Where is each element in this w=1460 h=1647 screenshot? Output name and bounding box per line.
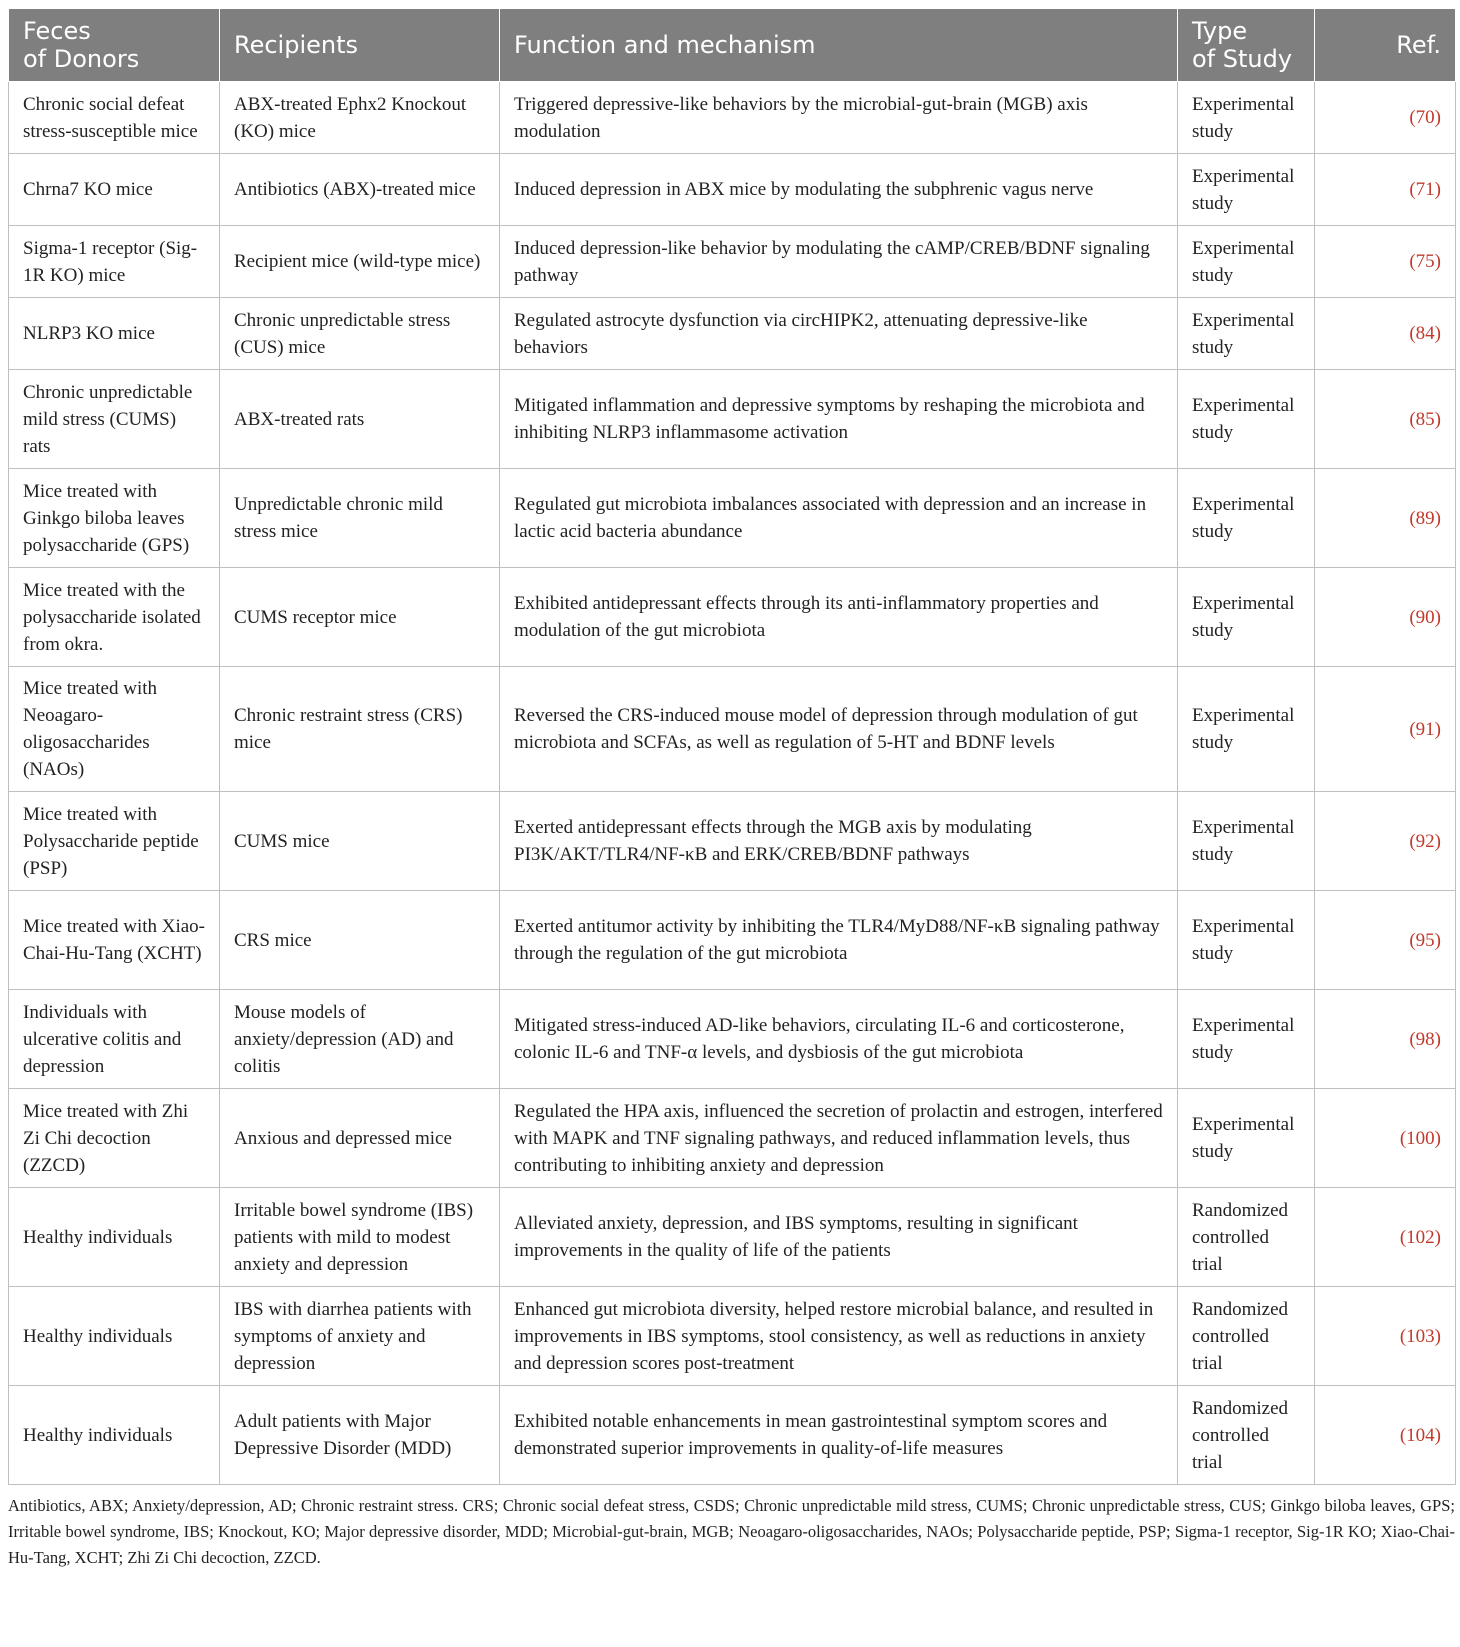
- table-row: [9, 1386, 1456, 1485]
- cell-type: Experimental study: [1178, 370, 1315, 469]
- cell-function: Regulated the HPA axis, influenced the secretion of prolactin and estrogen, interfered with MAPK and TNF signaling pathways, and reduced inflammation levels, thus contributing to inhibiting anxiety and depression: [500, 1089, 1178, 1188]
- cell-function: Exerted antidepressant effects through the MGB axis by modulating PI3K/AKT/TLR4/NF-κB and ERK/CREB/BDNF pathways: [500, 792, 1178, 891]
- cell-donor: Healthy individuals: [9, 1386, 220, 1485]
- cell-type: Randomized controlled trial: [1178, 1386, 1315, 1485]
- cell-type: Experimental study: [1178, 82, 1315, 154]
- header-type: [1178, 9, 1315, 82]
- table-row: [9, 298, 1456, 370]
- cell-function: Induced depression in ABX mice by modulating the subphrenic vagus nerve: [500, 154, 1178, 226]
- cell-ref-link[interactable]: (71): [1315, 154, 1456, 226]
- cell-function: Regulated gut microbiota imbalances associated with depression and an increase in lactic acid bacteria abundance: [500, 469, 1178, 568]
- cell-ref-link[interactable]: (102): [1315, 1188, 1456, 1287]
- cell-function: Exhibited antidepressant effects through its anti-inflammatory properties and modulation of the gut microbiota: [500, 568, 1178, 667]
- cell-recipient: CUMS receptor mice: [220, 568, 500, 667]
- cell-recipient: Mouse models of anxiety/depression (AD) and colitis: [220, 990, 500, 1089]
- cell-type: Experimental study: [1178, 226, 1315, 298]
- table-row: [9, 82, 1456, 154]
- cell-function: Mitigated inflammation and depressive symptoms by reshaping the microbiota and inhibiting NLRP3 inflammasome activation: [500, 370, 1178, 469]
- cell-function: Induced depression-like behavior by modulating the cAMP/CREB/BDNF signaling pathway: [500, 226, 1178, 298]
- table-row: [9, 1089, 1456, 1188]
- cell-recipient: Unpredictable chronic mild stress mice: [220, 469, 500, 568]
- cell-type: Experimental study: [1178, 990, 1315, 1089]
- cell-donor: Chrna7 KO mice: [9, 154, 220, 226]
- cell-ref-link[interactable]: (70): [1315, 82, 1456, 154]
- cell-recipient: Anxious and depressed mice: [220, 1089, 500, 1188]
- cell-type: Experimental study: [1178, 154, 1315, 226]
- cell-donor: NLRP3 KO mice: [9, 298, 220, 370]
- cell-function: Regulated astrocyte dysfunction via circHIPK2, attenuating depressive-like behaviors: [500, 298, 1178, 370]
- cell-function: Exhibited notable enhancements in mean gastrointestinal symptom scores and demonstrated superior improvements in quality-of-life measures: [500, 1386, 1178, 1485]
- cell-type: Randomized controlled trial: [1178, 1188, 1315, 1287]
- cell-type: Randomized controlled trial: [1178, 1287, 1315, 1386]
- table-row: [9, 568, 1456, 667]
- header-type-line2: of Study: [1192, 45, 1293, 73]
- cell-ref-link[interactable]: (104): [1315, 1386, 1456, 1485]
- cell-recipient: ABX-treated Ephx2 Knockout (KO) mice: [220, 82, 500, 154]
- cell-function: Reversed the CRS-induced mouse model of depression through modulation of gut microbiota and SCFAs, as well as regulation of 5-HT and BDNF levels: [500, 667, 1178, 792]
- cell-ref-link[interactable]: (90): [1315, 568, 1456, 667]
- cell-ref-link[interactable]: (85): [1315, 370, 1456, 469]
- cell-type: Experimental study: [1178, 568, 1315, 667]
- table-row: [9, 469, 1456, 568]
- cell-donor: Mice treated with Polysaccharide peptide (PSP): [9, 792, 220, 891]
- cell-function: Mitigated stress-induced AD-like behaviors, circulating IL-6 and corticosterone, colonic IL-6 and TNF-α levels, and dysbiosis of the gut microbiota: [500, 990, 1178, 1089]
- table-row: [9, 1287, 1456, 1386]
- header-recipients: Recipients: [220, 9, 500, 82]
- cell-function: Alleviated anxiety, depression, and IBS symptoms, resulting in significant improvements in the quality of life of the patients: [500, 1188, 1178, 1287]
- cell-type: Experimental study: [1178, 298, 1315, 370]
- header-function: Function and mechanism: [500, 9, 1178, 82]
- cell-recipient: Adult patients with Major Depressive Disorder (MDD): [220, 1386, 500, 1485]
- header-type-line1: Type: [1192, 17, 1248, 45]
- cell-donor: Mice treated with Neoagaro-oligosaccharides (NAOs): [9, 667, 220, 792]
- cell-recipient: Chronic unpredictable stress (CUS) mice: [220, 298, 500, 370]
- table-footnote: Antibiotics, ABX; Anxiety/depression, AD; Chronic restraint stress. CRS; Chronic social defeat stress, CSDS; Chronic unpredictable mild stress, CUMS; Chronic unpredictable stress, CUS; Ginkgo biloba leaves, GPS; Irritable bowel syndrome, IBS; Knockout, KO; Major depressive disorder, MDD; Microbial-gut-brain, MGB; Neoagaro-oligosaccharides, NAOs; Polysaccharide peptide, PSP; Sigma-1 receptor, Sig-1R KO; Xiao-Chai-Hu-Tang, XCHT; Zhi Zi Chi decoction, ZZCD.: [8, 1496, 1455, 1567]
- cell-recipient: CUMS mice: [220, 792, 500, 891]
- cell-ref-link[interactable]: (89): [1315, 469, 1456, 568]
- header-donors-line1: Feces: [23, 17, 91, 45]
- cell-donor: Sigma-1 receptor (Sig-1R KO) mice: [9, 226, 220, 298]
- cell-recipient: Antibiotics (ABX)-treated mice: [220, 154, 500, 226]
- cell-function: Exerted antitumor activity by inhibiting the TLR4/MyD88/NF-κB signaling pathway through the regulation of the gut microbiota: [500, 891, 1178, 990]
- cell-recipient: IBS with diarrhea patients with symptoms of anxiety and depression: [220, 1287, 500, 1386]
- cell-ref-link[interactable]: (98): [1315, 990, 1456, 1089]
- cell-donor: Chronic unpredictable mild stress (CUMS) rats: [9, 370, 220, 469]
- cell-ref-link[interactable]: (91): [1315, 667, 1456, 792]
- header-donors: [9, 9, 220, 82]
- cell-recipient: ABX-treated rats: [220, 370, 500, 469]
- data-table: [8, 8, 1456, 1485]
- table-row: [9, 226, 1456, 298]
- cell-ref-link[interactable]: (75): [1315, 226, 1456, 298]
- header-ref: Ref.: [1315, 9, 1456, 82]
- cell-function: Triggered depressive-like behaviors by the microbial-gut-brain (MGB) axis modulation: [500, 82, 1178, 154]
- cell-donor: Mice treated with the polysaccharide isolated from okra.: [9, 568, 220, 667]
- cell-donor: Mice treated with Zhi Zi Chi decoction (ZZCD): [9, 1089, 220, 1188]
- table-row: [9, 370, 1456, 469]
- header-donors-line2: of Donors: [23, 45, 140, 73]
- cell-function: Enhanced gut microbiota diversity, helped restore microbial balance, and resulted in improvements in IBS symptoms, stool consistency, as well as reductions in anxiety and depression scores post-treatment: [500, 1287, 1178, 1386]
- cell-ref-link[interactable]: (100): [1315, 1089, 1456, 1188]
- header-row: [9, 9, 1456, 82]
- cell-type: Experimental study: [1178, 667, 1315, 792]
- cell-ref-link[interactable]: (95): [1315, 891, 1456, 990]
- cell-ref-link[interactable]: (92): [1315, 792, 1456, 891]
- table-row: [9, 792, 1456, 891]
- cell-recipient: Recipient mice (wild-type mice): [220, 226, 500, 298]
- cell-type: Experimental study: [1178, 469, 1315, 568]
- cell-ref-link[interactable]: (103): [1315, 1287, 1456, 1386]
- table-row: [9, 891, 1456, 990]
- cell-donor: Mice treated with Xiao-Chai-Hu-Tang (XCHT): [9, 891, 220, 990]
- cell-type: Experimental study: [1178, 792, 1315, 891]
- cell-donor: Mice treated with Ginkgo biloba leaves polysaccharide (GPS): [9, 469, 220, 568]
- table-row: [9, 667, 1456, 792]
- cell-recipient: Irritable bowel syndrome (IBS) patients with mild to modest anxiety and depression: [220, 1188, 500, 1287]
- cell-recipient: CRS mice: [220, 891, 500, 990]
- cell-recipient: Chronic restraint stress (CRS) mice: [220, 667, 500, 792]
- cell-donor: Individuals with ulcerative colitis and depression: [9, 990, 220, 1089]
- cell-type: Experimental study: [1178, 891, 1315, 990]
- cell-donor: Chronic social defeat stress-susceptible mice: [9, 82, 220, 154]
- cell-donor: Healthy individuals: [9, 1188, 220, 1287]
- cell-donor: Healthy individuals: [9, 1287, 220, 1386]
- table-row: [9, 990, 1456, 1089]
- table-container: [8, 8, 1455, 1571]
- cell-ref-link[interactable]: (84): [1315, 298, 1456, 370]
- table-row: [9, 154, 1456, 226]
- cell-type: Experimental study: [1178, 1089, 1315, 1188]
- table-row: [9, 1188, 1456, 1287]
